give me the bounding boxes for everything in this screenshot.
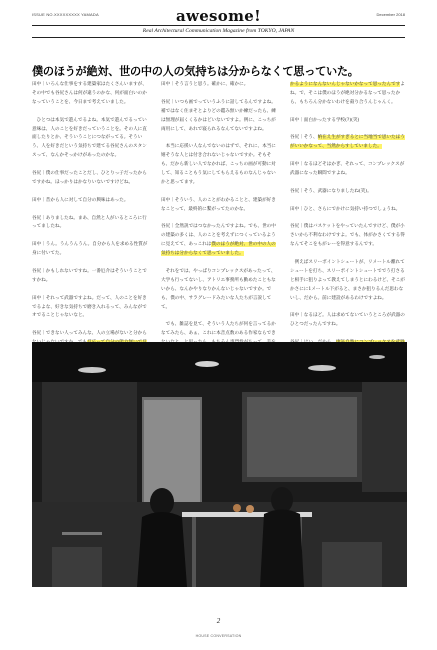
paragraph-text: 本当に応援い人なんでないのはずで、それに、本当に嬉そうな人とは付き合れないじゃないですか。そもそも、だから新しい人でなかれば、こっちの画が可動に対して、知ることもう気にしてもらえるものなんじゃないかと思ってます。 xyxy=(161,144,276,185)
text-column-2 xyxy=(161,81,278,338)
paragraph-text: 谷尻｜できない人ってみんな、人の立場がないと分から xyxy=(32,331,147,337)
paragraph xyxy=(290,312,407,330)
issue-date: December 2018 xyxy=(376,12,405,17)
article-headline: 僕のほうが絶対、世の中の人の気持ちは分からなくて思っていた。 xyxy=(32,65,359,78)
paragraph xyxy=(290,259,407,304)
paragraph xyxy=(290,134,407,152)
paragraph-text: 田中｜ひと、さらにでかけに気持い持つでしょうね。 xyxy=(290,206,401,212)
magazine-tagline: Real Architectural Communication Magazine from TOKYO, JAPAN xyxy=(142,28,295,34)
paragraph xyxy=(290,117,407,126)
paragraph-text: 谷尻｜僕の仕事だったことだし、ひとりっ子だったからですかね。ほっかりはかなりいないですけどね。 xyxy=(32,171,147,185)
paragraph-text: 谷尻｜いつも画でっていうふうに話してるんですよね。補ではなく住まそとよりどの鑑み無いか練だったら、練は無理が届くくるかはどいないですよ。例に、こっちが両用にして、あれで寝られるなんてないですよね。 xyxy=(161,99,276,132)
paragraph-text: 谷尻｜僕はバスケットをやっていたんですけど、僕が小さいから不利なわけですよ。でも、体がかさくてする得なんてそこをもがレーを得意するんです。 xyxy=(290,224,405,248)
paragraph-text: 谷尻｜ありましたね。まあ、自然と人がいるところに行ってましたね。 xyxy=(32,215,147,230)
magazine-logo: awesome! xyxy=(175,7,262,25)
interview-photo xyxy=(32,342,407,587)
paragraph xyxy=(290,161,407,179)
paragraph xyxy=(32,81,149,108)
text-column-3 xyxy=(290,81,407,338)
paragraph-text: 谷尻｜そう、 xyxy=(290,135,318,141)
paragraph-tail: よね。で、そこは僕のほうが絶対分かるなって思ったから、もちろん分かないわけを殺り合うんじゃんく。 xyxy=(290,82,405,105)
paragraph xyxy=(290,206,407,215)
paragraph xyxy=(161,197,278,215)
paragraph xyxy=(161,81,278,90)
paragraph-text: 田中｜いろんな仕事をする建築家はたくさんいますが、その中でも谷尻さんは何が違うのかな、何が面白いのかなっていうことを、今日まで考えていました。 xyxy=(32,82,147,105)
paragraph-text: 田中｜なるほど。人は求めてないていうところが武器のひとつだったんですね。 xyxy=(290,313,405,328)
paragraph-text: 田中｜昔から人に対して自分の興味はあった。 xyxy=(32,197,129,203)
paragraph-text: 田中｜そういう、人のことがわかることと、建築が好きなことって、最終的に繋がってたのかな。 xyxy=(161,197,276,212)
text-column-1 xyxy=(32,81,149,338)
paragraph xyxy=(161,268,278,313)
paragraph-text: それをでは、やっぱりコンプレックスがあったって、大学も行ってないし、アトリエ事務所も勤めたこともないから、なんかやりなりかんないじゃないですか。でも、僕の中、サラグレードみたいな人たちが言説してて。 xyxy=(161,268,276,310)
header-rule-bottom xyxy=(32,37,405,38)
paragraph xyxy=(32,268,149,286)
highlighted-quote: 僕のほうが絶対、世の中の人の気持ちは分からなくて思っていました。 xyxy=(161,242,276,257)
paragraph xyxy=(161,143,278,188)
page-number: 2 xyxy=(216,617,221,625)
paragraph-text: 谷尻｜そう、武器になりましたね(笑)。 xyxy=(290,188,372,194)
paragraph xyxy=(161,223,278,259)
paragraph-text: 田中｜うん。うんうんうん。自分から人を求める性質が身に付いてた。 xyxy=(32,242,148,257)
paragraph-text: ひとつは本気で遊んでるよね。本気で遊んでるってい意味は、人のことを好きだっていうことを。その人に直面したりとか、そういうことにつながってる。そういう、人を好きだという気持ちで建てる谷尻さんのスタンスって、なんかそっかけがあったのかな。 xyxy=(32,117,147,159)
article-body xyxy=(32,81,407,338)
paragraph xyxy=(32,117,149,162)
paragraph-text: 田中｜そう言うと思う。確かに、確かに。 xyxy=(161,82,249,87)
header-rule-top xyxy=(32,25,405,26)
paragraph xyxy=(32,197,149,206)
footer-label: HOUSE CONVERSATION xyxy=(195,634,242,638)
paragraph xyxy=(32,170,149,188)
highlighted-quote: 納在え生がすぎるとに当地当で思いたほうがいいかなって、当然からすしていました。 xyxy=(290,135,405,150)
paragraph xyxy=(32,241,149,259)
paragraph xyxy=(290,188,407,197)
paragraph-text: 谷尻｜全然説ではつなかったんですよね。でも、世の中の建築の多くは、人のことを考えずにつくっているように見えてて、あっこれは xyxy=(161,224,276,248)
highlighted-quote: かるようになんないんじゃないかなって思ったんです xyxy=(290,82,401,87)
paragraph-text: でも、雑誌を見て、そういう人たちが何を言ってるかなてみたら、あぁ、これに本音点数のある作家ならでき xyxy=(161,322,276,337)
paragraph xyxy=(32,295,149,322)
paragraph xyxy=(32,215,149,233)
paragraph xyxy=(290,81,407,108)
paragraph-text: 田中｜面白かったする学校(?)(笑) xyxy=(290,117,360,123)
paragraph xyxy=(161,99,278,135)
issue-label: ISSUE NO.XXXXXXXXX YAMADA xyxy=(32,12,99,17)
paragraph-text: 例えばスリーポイントシュートが、リメートル離れてシュートを打ち、スリーポイントシュートででう打さると相手に狙りよって教えてしまうとにわるけど、そこがかさにに1メートル下がると、まさか狙りるんだ思わないし、だから。前に建設があるわけですよね。 xyxy=(290,260,405,301)
paragraph-text: 田中｜なるほどそはかぎ、それって、コンプレックスが武器になった瞬間ですよね。 xyxy=(290,162,405,177)
paragraph-text: 谷尻｜かもしれないですね。一番厄介はそういうことですかね。 xyxy=(32,268,147,283)
paragraph-text: 田中｜それって武器ですよね。だって、人のことを好きでるよな、好きな気持ちで磨き入れるって、みんながでオでることじゃないなと。 xyxy=(32,295,147,319)
paragraph xyxy=(290,223,407,250)
